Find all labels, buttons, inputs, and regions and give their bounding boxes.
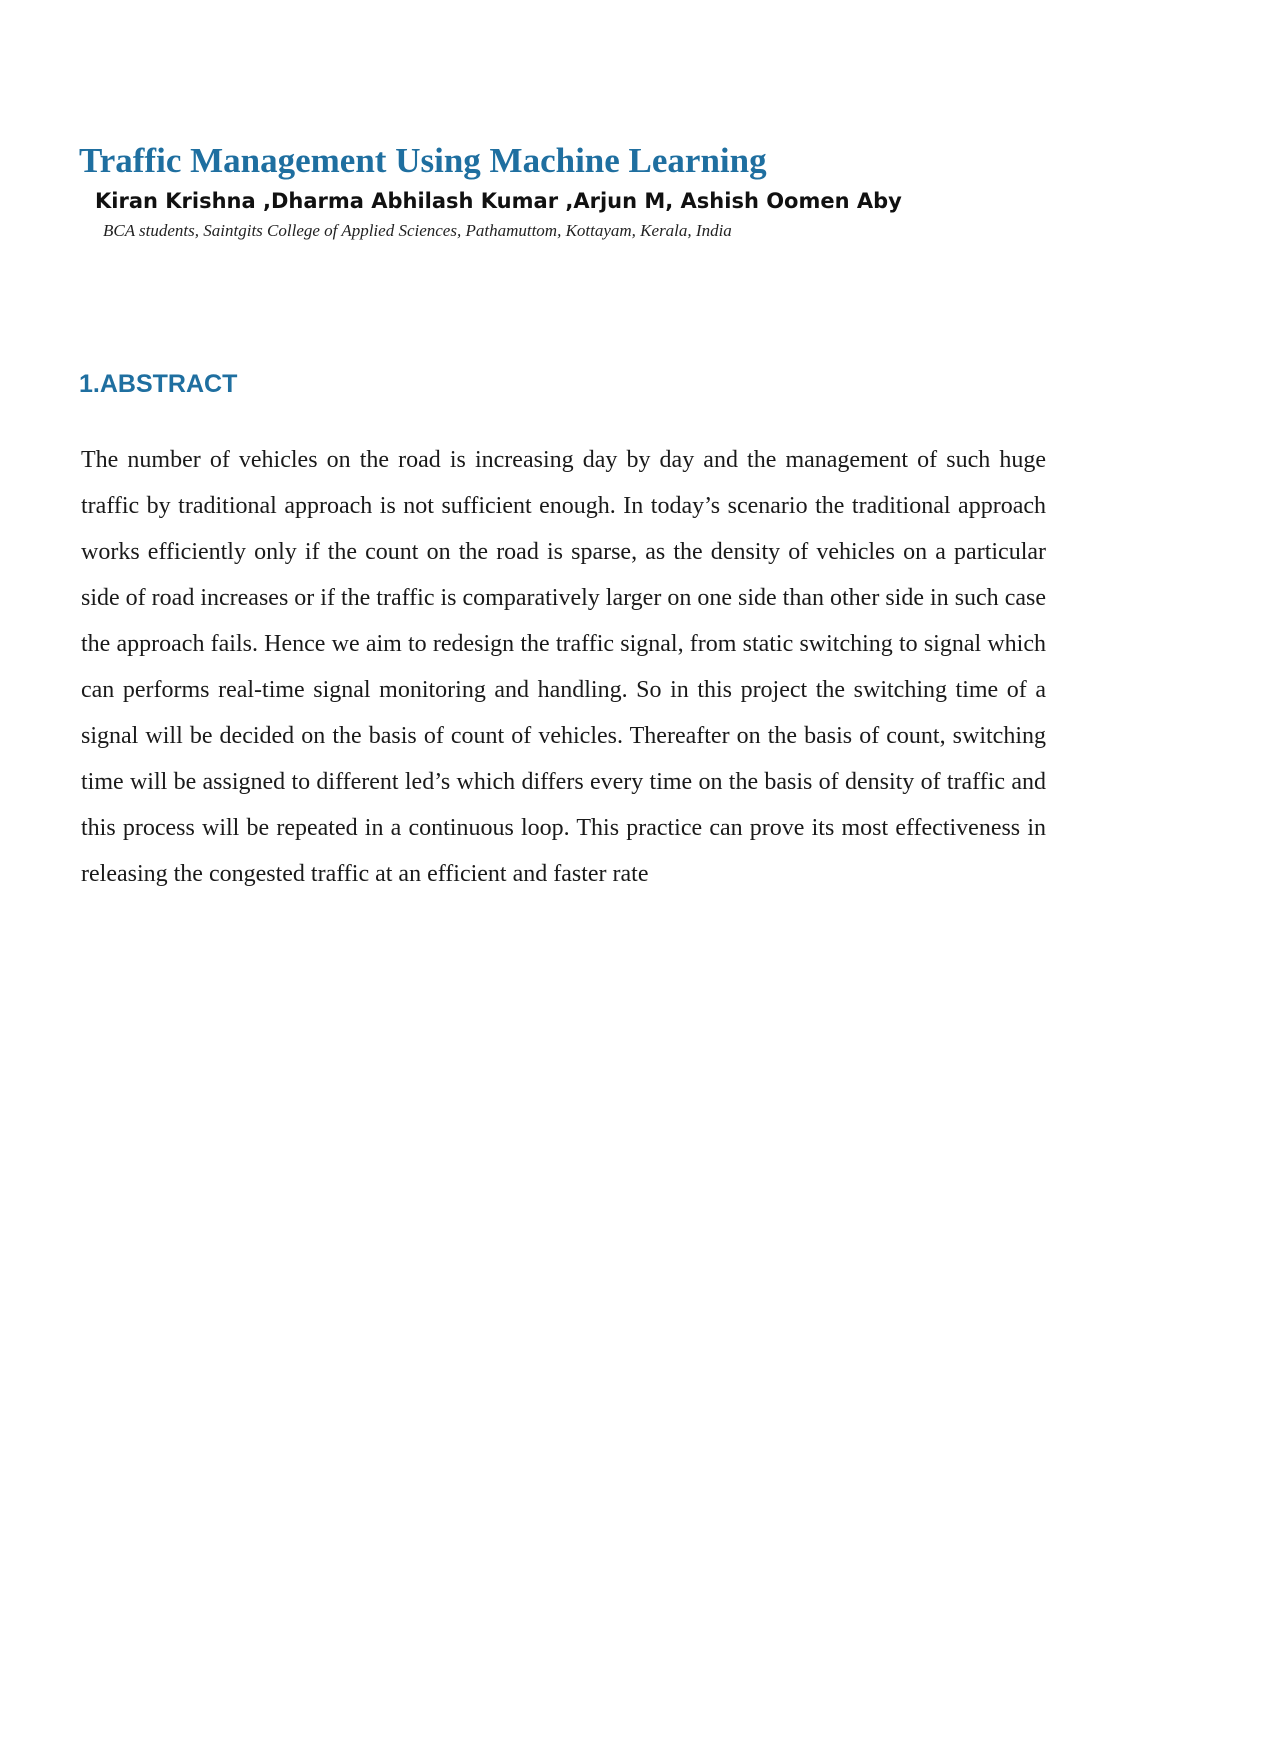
- paper-title: Traffic Management Using Machine Learning: [79, 141, 767, 180]
- abstract-body: The number of vehicles on the road is increasing day by day and the management of such huge traffic by traditional approach is not sufficient enough. In today’s scenario the traditional approach works efficiently only if the count on the road is sparse, as the density of vehicles on a particular side of road increases or if the traffic is comparatively larger on one side than other side in such case the approach fails. Hence we aim to redesign the traffic signal, from static switching to signal which can performs real-time signal monitoring and handling. So in this project the switching time of a signal will be decided on the basis of count of vehicles. Thereafter on the basis of count, switching time will be assigned to different led’s which differs every time on the basis of density of traffic and this process will be repeated in a continuous loop. This practice can prove its most effectiveness in releasing the congested traffic at an efficient and faster rate: [81, 447, 1046, 887]
- author-affiliation: BCA students, Saintgits College of Applied Sciences, Pathamuttom, Kottayam, Kerala, India: [103, 221, 732, 240]
- author-list: Kiran Krishna ,Dharma Abhilash Kumar ,Arjun M, Ashish Oomen Aby: [95, 189, 902, 213]
- abstract-heading: 1.ABSTRACT: [79, 370, 238, 398]
